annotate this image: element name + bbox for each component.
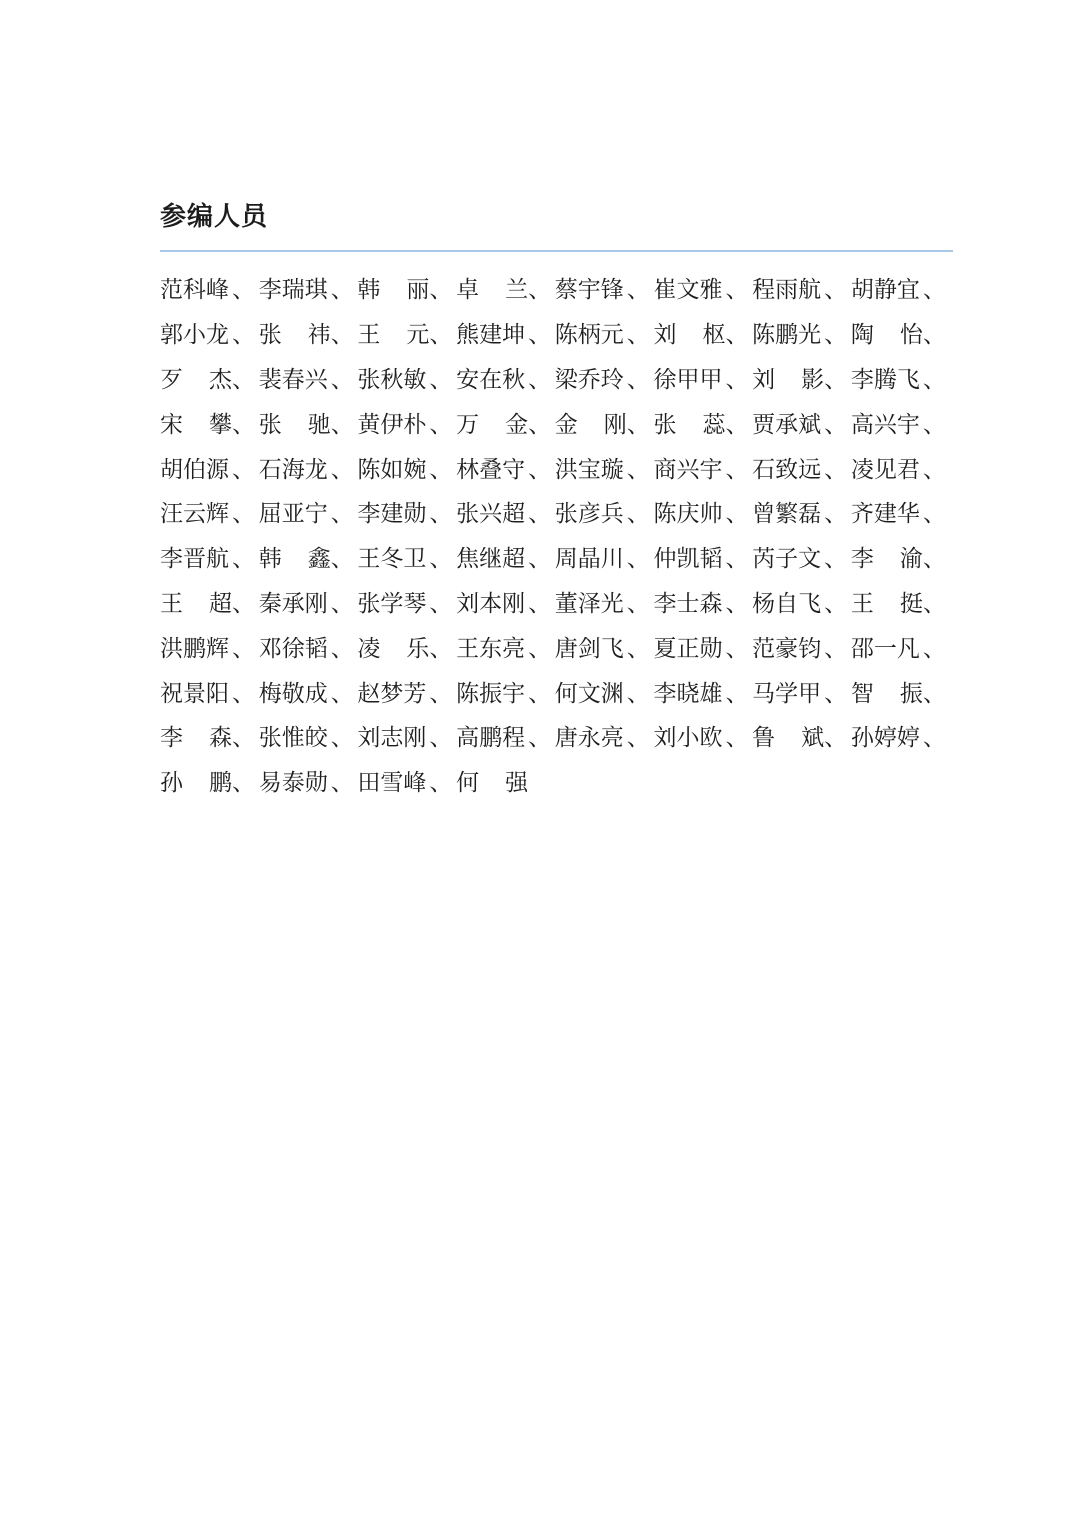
contributor-name-text: 王东亮 <box>456 635 526 662</box>
contributor-name <box>752 455 851 485</box>
list-separator: 、 <box>528 635 552 662</box>
contributor-name <box>752 275 851 305</box>
list-separator: 、 <box>824 277 848 304</box>
list-separator: 、 <box>330 546 354 573</box>
contributor-name-text: 陈柄元 <box>554 322 624 349</box>
contributor-name <box>851 723 950 753</box>
contributor-name-text: 张秋敏 <box>357 366 427 393</box>
contributor-name-text: 陈如婉 <box>357 456 427 483</box>
contributor-name-text: 王 超 <box>160 590 232 617</box>
contributor-name-text: 汪云辉 <box>160 501 229 528</box>
contributor-name <box>357 634 456 664</box>
contributor-name <box>259 365 358 395</box>
contributor-name <box>357 410 456 440</box>
list-separator: 、 <box>626 590 650 617</box>
list-separator: 、 <box>330 680 354 707</box>
contributor-name <box>259 410 358 440</box>
contributor-name <box>259 634 358 664</box>
list-separator: 、 <box>824 680 848 707</box>
list-separator: 、 <box>824 366 848 393</box>
contributor-name-text: 石海龙 <box>258 456 328 483</box>
contributor-name-text: 李士森 <box>653 590 723 617</box>
contributor-name-text: 齐建华 <box>850 501 920 528</box>
list-separator: 、 <box>922 411 946 438</box>
name-row <box>160 761 960 806</box>
list-separator: 、 <box>725 546 749 573</box>
contributor-name <box>456 365 555 395</box>
contributor-name <box>160 723 259 753</box>
list-separator: 、 <box>528 546 552 573</box>
list-separator: 、 <box>330 277 354 304</box>
contributor-name <box>851 275 950 305</box>
list-separator: 、 <box>232 725 255 752</box>
contributor-name-text: 张 蕊 <box>653 411 726 438</box>
contributor-name-text: 歹 杰 <box>160 366 232 393</box>
contributor-name-text: 张 驰 <box>258 411 331 438</box>
contributor-name-text: 邓徐韬 <box>258 635 328 662</box>
contributor-name-text: 熊建坤 <box>456 322 526 349</box>
list-separator: 、 <box>725 456 749 483</box>
contributor-name <box>456 544 555 574</box>
list-separator: 、 <box>922 501 946 528</box>
list-separator: 、 <box>626 322 650 349</box>
list-separator: 、 <box>922 590 946 617</box>
contributor-name-text: 宋 攀 <box>160 411 232 438</box>
contributor-name <box>653 723 752 753</box>
contributor-name-text: 胡伯源 <box>160 456 229 483</box>
contributor-name-text: 裴春兴 <box>258 366 328 393</box>
contributor-name-text: 张惟皎 <box>258 725 328 752</box>
contributor-name-text: 刘志刚 <box>357 725 427 752</box>
contributor-name <box>357 455 456 485</box>
contributor-name <box>456 723 555 753</box>
list-separator: 、 <box>429 322 453 349</box>
list-separator: 、 <box>725 366 749 393</box>
contributor-name <box>752 634 851 664</box>
list-separator: 、 <box>725 590 749 617</box>
contributor-name <box>653 544 752 574</box>
contributor-name-text: 胡静宜 <box>850 277 920 304</box>
contributor-name <box>456 455 555 485</box>
contributor-name-text: 商兴宇 <box>653 456 723 483</box>
list-separator: 、 <box>824 411 848 438</box>
list-separator: 、 <box>232 501 255 528</box>
contributor-name-text: 蔡宇锋 <box>554 277 624 304</box>
list-separator: 、 <box>232 411 255 438</box>
contributor-name-text: 易泰勋 <box>258 770 328 797</box>
contributor-name-text: 郭小龙 <box>160 322 229 349</box>
list-separator: 、 <box>725 277 749 304</box>
contributor-name-text: 何 强 <box>456 770 529 797</box>
contributor-name-text: 陈振宇 <box>456 680 526 707</box>
contributor-name-text: 高兴宇 <box>850 411 920 438</box>
list-separator: 、 <box>429 277 453 304</box>
contributor-name <box>456 320 555 350</box>
contributor-name <box>555 723 654 753</box>
list-separator: 、 <box>429 546 453 573</box>
list-separator: 、 <box>626 501 650 528</box>
contributor-name <box>456 275 555 305</box>
list-separator: 、 <box>922 277 946 304</box>
contributor-name <box>259 499 358 529</box>
contributor-name <box>653 499 752 529</box>
list-separator: 、 <box>725 411 749 438</box>
list-separator: 、 <box>232 770 255 797</box>
contributor-name <box>653 320 752 350</box>
contributor-name <box>259 455 358 485</box>
list-separator: 、 <box>528 277 552 304</box>
contributor-name-text: 李 渝 <box>850 546 923 573</box>
list-separator: 、 <box>528 411 552 438</box>
name-row <box>160 492 960 537</box>
list-separator: 、 <box>725 635 749 662</box>
name-row <box>160 716 960 761</box>
contributor-name <box>160 275 259 305</box>
contributor-name-text: 陶 怡 <box>850 322 923 349</box>
contributor-name-text: 鲁 斌 <box>752 725 825 752</box>
list-separator: 、 <box>232 277 255 304</box>
contributor-name-text: 董泽光 <box>554 590 624 617</box>
name-row <box>160 537 960 582</box>
contributor-name-text: 程雨航 <box>752 277 822 304</box>
name-row <box>160 358 960 403</box>
contributor-name <box>357 589 456 619</box>
name-row <box>160 447 960 492</box>
contributor-name-text: 凌见君 <box>850 456 920 483</box>
name-row <box>160 402 960 447</box>
contributor-name <box>357 679 456 709</box>
list-separator: 、 <box>824 322 848 349</box>
contributor-name <box>555 544 654 574</box>
contributor-name <box>653 679 752 709</box>
list-separator: 、 <box>725 501 749 528</box>
contributor-name-text: 孙 鹏 <box>160 770 232 797</box>
list-separator: 、 <box>232 546 255 573</box>
list-separator: 、 <box>330 322 354 349</box>
contributor-name-text: 万 金 <box>456 411 529 438</box>
list-separator: 、 <box>725 725 749 752</box>
contributor-name-text: 李瑞琪 <box>258 277 328 304</box>
contributor-name-text: 张彦兵 <box>554 501 624 528</box>
contributor-name-text: 李腾飞 <box>850 366 920 393</box>
section-title: 参编人员 <box>160 202 269 232</box>
contributor-name <box>160 544 259 574</box>
list-separator: 、 <box>922 456 946 483</box>
contributor-name <box>259 275 358 305</box>
contributor-name <box>456 589 555 619</box>
contributor-name <box>357 723 456 753</box>
contributor-name <box>752 365 851 395</box>
contributor-name <box>259 544 358 574</box>
list-separator: 、 <box>429 501 453 528</box>
contributor-name-text: 孙婷婷 <box>850 725 920 752</box>
list-separator: 、 <box>330 725 354 752</box>
contributor-name-text: 焦继超 <box>456 546 526 573</box>
contributor-name <box>851 365 950 395</box>
contributor-name <box>259 723 358 753</box>
contributor-name <box>653 275 752 305</box>
contributor-name <box>555 455 654 485</box>
contributor-name-text: 黄伊朴 <box>357 411 427 438</box>
contributor-name-text: 田雪峰 <box>357 770 427 797</box>
contributor-name-text: 梁乔玲 <box>554 366 624 393</box>
contributor-name-text: 刘小欧 <box>653 725 723 752</box>
list-separator: 、 <box>824 590 848 617</box>
contributor-name <box>160 679 259 709</box>
contributor-name-text: 仲凯韬 <box>653 546 723 573</box>
contributor-name-text: 洪鹏辉 <box>160 635 229 662</box>
contributor-name <box>555 589 654 619</box>
list-separator: 、 <box>232 635 255 662</box>
contributor-name <box>851 544 950 574</box>
contributor-name-text: 张兴超 <box>456 501 526 528</box>
contributor-name-text: 李 森 <box>160 725 232 752</box>
contributor-name <box>555 499 654 529</box>
contributor-name-text: 韩 鑫 <box>258 546 331 573</box>
contributor-name <box>456 768 555 798</box>
contributor-name <box>160 499 259 529</box>
contributor-name <box>555 634 654 664</box>
contributor-name <box>456 679 555 709</box>
contributor-name-text: 贾承斌 <box>752 411 822 438</box>
contributor-name-text: 洪宝璇 <box>554 456 624 483</box>
list-separator: 、 <box>429 635 453 662</box>
list-separator: 、 <box>232 366 255 393</box>
contributor-name <box>653 455 752 485</box>
contributor-name-text: 唐剑飞 <box>554 635 624 662</box>
contributor-name <box>357 544 456 574</box>
contributor-name-text: 梅敬成 <box>258 680 328 707</box>
contributor-name <box>851 455 950 485</box>
contributor-name-text: 王 元 <box>357 322 430 349</box>
contributor-name-text: 徐甲甲 <box>653 366 723 393</box>
contributor-name <box>653 410 752 440</box>
contributor-name <box>653 365 752 395</box>
contributor-name <box>752 499 851 529</box>
contributor-name-text: 陈庆帅 <box>653 501 723 528</box>
contributor-list <box>160 268 960 806</box>
contributor-name-text: 陈鹏光 <box>752 322 822 349</box>
contributor-name <box>752 320 851 350</box>
list-separator: 、 <box>922 635 946 662</box>
list-separator: 、 <box>232 322 255 349</box>
contributor-name <box>357 365 456 395</box>
contributor-name-text: 刘 影 <box>752 366 825 393</box>
contributor-name-text: 石致远 <box>752 456 822 483</box>
list-separator: 、 <box>528 366 552 393</box>
list-separator: 、 <box>429 411 453 438</box>
contributor-name-text: 杨自飞 <box>752 590 822 617</box>
list-separator: 、 <box>824 456 848 483</box>
contributor-name <box>752 679 851 709</box>
list-separator: 、 <box>824 635 848 662</box>
contributor-name-text: 秦承刚 <box>258 590 328 617</box>
contributor-name <box>653 634 752 664</box>
contributor-name <box>160 455 259 485</box>
contributor-name-text: 芮子文 <box>752 546 822 573</box>
list-separator: 、 <box>330 635 354 662</box>
contributor-name-text: 邵一凡 <box>850 635 920 662</box>
list-separator: 、 <box>232 456 255 483</box>
contributor-name <box>357 499 456 529</box>
contributor-name <box>259 320 358 350</box>
contributor-name-text: 韩 丽 <box>357 277 430 304</box>
contributor-name <box>851 679 950 709</box>
contributor-name <box>357 320 456 350</box>
contributor-name <box>555 365 654 395</box>
list-separator: 、 <box>824 725 848 752</box>
contributor-name <box>259 768 358 798</box>
contributor-name <box>752 544 851 574</box>
contributor-name-text: 李建勋 <box>357 501 427 528</box>
list-separator: 、 <box>626 725 650 752</box>
contributor-name-text: 李晓雄 <box>653 680 723 707</box>
contributor-name <box>752 723 851 753</box>
contributor-name <box>851 410 950 440</box>
contributor-name-text: 刘本刚 <box>456 590 526 617</box>
name-row <box>160 671 960 716</box>
contributor-name <box>160 320 259 350</box>
list-separator: 、 <box>429 590 453 617</box>
list-separator: 、 <box>232 590 255 617</box>
list-separator: 、 <box>626 456 650 483</box>
contributor-name <box>456 634 555 664</box>
list-separator: 、 <box>330 501 354 528</box>
contributor-name <box>259 679 358 709</box>
list-separator: 、 <box>429 366 453 393</box>
contributor-name <box>160 410 259 440</box>
list-separator: 、 <box>232 680 255 707</box>
list-separator: 、 <box>626 546 650 573</box>
contributor-name <box>851 320 950 350</box>
list-separator: 、 <box>922 725 946 752</box>
list-separator: 、 <box>626 366 650 393</box>
contributor-name-text: 林叠守 <box>456 456 526 483</box>
list-separator: 、 <box>330 411 354 438</box>
list-separator: 、 <box>528 590 552 617</box>
contributor-name-text: 曾繁磊 <box>752 501 822 528</box>
contributor-name <box>456 499 555 529</box>
contributor-name <box>555 275 654 305</box>
list-separator: 、 <box>330 456 354 483</box>
list-separator: 、 <box>528 725 552 752</box>
list-separator: 、 <box>528 322 552 349</box>
contributor-name-text: 张 祎 <box>258 322 331 349</box>
contributor-name-text: 卓 兰 <box>456 277 529 304</box>
contributor-name <box>456 410 555 440</box>
list-separator: 、 <box>626 277 650 304</box>
list-separator: 、 <box>528 501 552 528</box>
list-separator: 、 <box>528 680 552 707</box>
contributor-name-text: 唐永亮 <box>554 725 624 752</box>
contributor-name-text: 祝景阳 <box>160 680 229 707</box>
contributor-name <box>160 589 259 619</box>
name-row <box>160 268 960 313</box>
list-separator: 、 <box>330 590 354 617</box>
list-separator: 、 <box>725 680 749 707</box>
list-separator: 、 <box>626 635 650 662</box>
contributor-name-text: 智 振 <box>850 680 923 707</box>
name-row <box>160 313 960 358</box>
list-separator: 、 <box>429 680 453 707</box>
contributor-name-text: 金 刚 <box>554 411 627 438</box>
contributor-name <box>752 589 851 619</box>
contributor-name <box>160 634 259 664</box>
list-separator: 、 <box>429 725 453 752</box>
contributor-name <box>851 589 950 619</box>
contributor-name-text: 夏正勋 <box>653 635 723 662</box>
contributor-name <box>160 365 259 395</box>
list-separator: 、 <box>922 680 946 707</box>
list-separator: 、 <box>626 680 650 707</box>
contributor-name-text: 张学琴 <box>357 590 427 617</box>
contributor-name-text: 何文渊 <box>554 680 624 707</box>
list-separator: 、 <box>824 501 848 528</box>
name-row <box>160 582 960 627</box>
list-separator: 、 <box>824 546 848 573</box>
contributor-name-text: 范豪钧 <box>752 635 822 662</box>
contributor-name <box>851 634 950 664</box>
contributor-name <box>555 410 654 440</box>
contributor-name-text: 崔文雅 <box>653 277 723 304</box>
contributor-name-text: 屈亚宁 <box>258 501 328 528</box>
contributor-name <box>653 589 752 619</box>
contributor-name-text: 王 挺 <box>850 590 923 617</box>
contributor-name <box>259 589 358 619</box>
contributor-name-text: 李晋航 <box>160 546 229 573</box>
contributor-name-text: 范科峰 <box>160 277 229 304</box>
contributor-name <box>357 768 456 798</box>
contributor-name-text: 刘 枢 <box>653 322 726 349</box>
contributor-name-text: 马学甲 <box>752 680 822 707</box>
list-separator: 、 <box>330 366 354 393</box>
title-divider <box>160 250 953 252</box>
list-separator: 、 <box>922 322 946 349</box>
name-row <box>160 626 960 671</box>
contributor-name <box>555 320 654 350</box>
list-separator: 、 <box>528 456 552 483</box>
contributor-name-text: 凌 乐 <box>357 635 430 662</box>
contributor-name <box>752 410 851 440</box>
contributor-name <box>357 275 456 305</box>
list-separator: 、 <box>725 322 749 349</box>
list-separator: 、 <box>429 456 453 483</box>
list-separator: 、 <box>922 546 946 573</box>
contributor-name-text: 赵梦芳 <box>357 680 427 707</box>
list-separator: 、 <box>429 770 453 797</box>
list-separator: 、 <box>330 770 354 797</box>
contributor-name-text: 安在秋 <box>456 366 526 393</box>
contributor-name <box>851 499 950 529</box>
contributor-name-text: 高鹏程 <box>456 725 526 752</box>
contributor-name-text: 周晶川 <box>554 546 624 573</box>
list-separator: 、 <box>626 411 650 438</box>
list-separator: 、 <box>922 366 946 393</box>
contributor-name <box>160 768 259 798</box>
contributor-name-text: 王冬卫 <box>357 546 427 573</box>
contributor-name <box>555 679 654 709</box>
